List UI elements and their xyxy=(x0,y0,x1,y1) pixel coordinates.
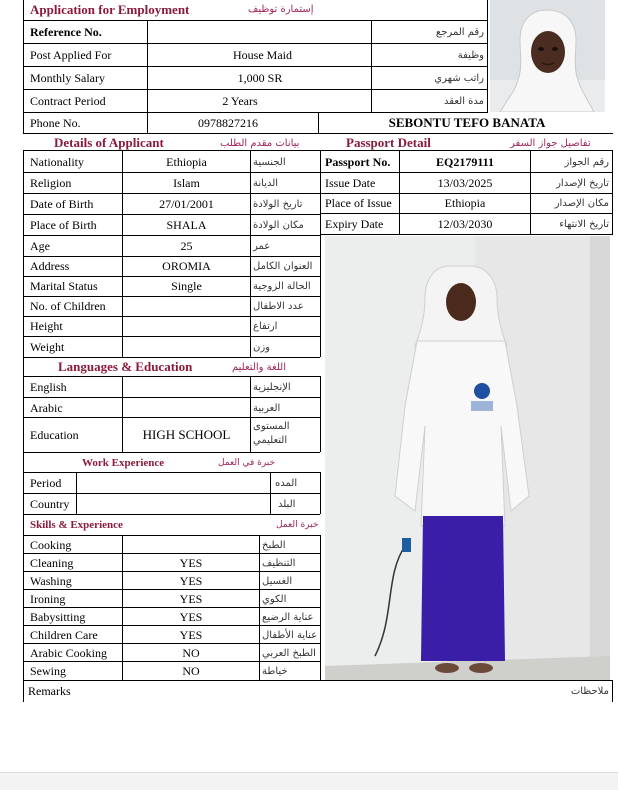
issue-date-value: 13/03/2025 xyxy=(437,176,493,190)
place-of-issue-label-ar: مكان الإصدار xyxy=(554,198,609,209)
full-length-photo xyxy=(325,236,610,681)
salary-label: Monthly Salary xyxy=(30,71,105,85)
skill-ironing-label-ar: الكوي xyxy=(262,594,287,605)
skill-washing-label-ar: الغسيل xyxy=(262,576,293,587)
skill-cleaning-value: YES xyxy=(179,556,203,570)
dob-label: Date of Birth xyxy=(30,197,94,211)
dob-value: 27/01/2001 xyxy=(159,197,214,211)
education-label-ar-2: التعليمي xyxy=(253,435,288,446)
weight-label-ar: وزن xyxy=(253,342,271,353)
contract-label-ar: مدة العقد xyxy=(444,96,484,107)
page-bottom-strip xyxy=(0,772,618,790)
religion-label-ar: الديانة xyxy=(253,178,279,189)
religion-value: Islam xyxy=(173,176,200,190)
pob-label-ar: مكان الولادة xyxy=(253,220,304,231)
skill-cleaning-label: Cleaning xyxy=(30,556,74,570)
period-label-ar: المده xyxy=(275,478,298,489)
languages-section-title-ar: اللغة والتعليم xyxy=(232,362,286,373)
arabic-label: Arabic xyxy=(30,401,63,415)
contract-label: Contract Period xyxy=(30,94,106,108)
expiry-date-label: Expiry Date xyxy=(325,217,384,231)
country-label-ar: البلد xyxy=(278,499,296,510)
skill-arabic-cooking-label: Arabic Cooking xyxy=(30,646,107,660)
work-section-title-ar: خبرة في العمل xyxy=(218,458,276,468)
form-title-ar: إستمارة توظيف xyxy=(248,4,314,15)
salary-value: 1,000 SR xyxy=(237,71,283,85)
skill-babysitting-label: Babysitting xyxy=(30,610,86,624)
education-label: Education xyxy=(30,428,79,442)
address-value: OROMIA xyxy=(162,259,211,273)
form-title: Application for Employment xyxy=(30,2,190,17)
address-label: Address xyxy=(30,259,70,273)
skill-washing-value: YES xyxy=(179,574,203,588)
address-label-ar: العنوان الكامل xyxy=(253,261,313,272)
skill-ironing-value: YES xyxy=(179,592,203,606)
english-label: English xyxy=(30,380,67,394)
applicant-section-title-ar: بيانات مقدم الطلب xyxy=(220,138,300,149)
issue-date-label: Issue Date xyxy=(325,176,376,190)
arabic-label-ar: العربية xyxy=(253,403,281,414)
skill-arabic-cooking-value: NO xyxy=(182,646,200,660)
passport-no-label-ar: رقم الجواز xyxy=(564,157,609,168)
country-label: Country xyxy=(30,497,70,511)
post-label-ar: وظيفة xyxy=(457,50,484,61)
nationality-value: Ethiopia xyxy=(166,155,207,169)
marital-value: Single xyxy=(171,279,202,293)
skill-washing-label: Washing xyxy=(30,574,72,588)
post-value: House Maid xyxy=(233,48,292,62)
passport-no-value: EQ2179111 xyxy=(435,155,494,169)
languages-section-title: Languages & Education xyxy=(58,359,193,374)
reference-label-ar: رقم المرجع xyxy=(435,27,484,38)
education-value: HIGH SCHOOL xyxy=(142,427,231,442)
applicant-name: SEBONTU TEFO BANATA xyxy=(388,115,546,130)
skill-babysitting-value: YES xyxy=(179,610,203,624)
skill-sewing-label-ar: خياطة xyxy=(262,666,288,677)
age-label: Age xyxy=(30,239,50,253)
religion-label: Religion xyxy=(30,176,72,190)
children-label: No. of Children xyxy=(30,299,106,313)
skill-babysitting-label-ar: عناية الرضيع xyxy=(262,612,314,623)
skill-arabic-cooking-label-ar: الطبخ العربي xyxy=(262,648,316,659)
portrait-photo xyxy=(490,0,605,112)
skill-cleaning-label-ar: التنظيف xyxy=(262,558,296,569)
phone-value: 0978827216 xyxy=(198,116,258,130)
children-label-ar: عدد الاطفال xyxy=(253,301,304,312)
skill-sewing-value: NO xyxy=(182,664,200,678)
skill-childcare-label: Children Care xyxy=(30,628,98,642)
dob-label-ar: تاريخ الولادة xyxy=(253,199,303,210)
height-label-ar: ارتفاع xyxy=(253,321,278,332)
nationality-label: Nationality xyxy=(30,155,84,169)
reference-label: Reference No. xyxy=(30,25,102,39)
education-label-ar-1: المستوى xyxy=(253,421,290,432)
passport-no-label: Passport No. xyxy=(325,155,391,169)
expiry-date-value: 12/03/2030 xyxy=(437,217,493,231)
height-label: Height xyxy=(30,319,63,333)
marital-label-ar: الحالة الزوجية xyxy=(253,281,311,292)
skill-sewing-label: Sewing xyxy=(30,664,66,678)
weight-label: Weight xyxy=(30,340,65,354)
nationality-label-ar: الجنسية xyxy=(253,157,286,168)
post-label: Post Applied For xyxy=(30,48,112,62)
skills-section-title-ar: خبرة العمل xyxy=(276,520,319,530)
contract-value: 2 Years xyxy=(222,94,258,108)
skill-childcare-label-ar: عناية الأطفال xyxy=(262,630,318,641)
skills-section-title: Skills & Experience xyxy=(30,519,123,531)
age-label-ar: عمر xyxy=(253,241,271,252)
pob-label: Place of Birth xyxy=(30,218,97,232)
passport-section-title-ar: تفاصيل جواز السفر xyxy=(510,138,591,149)
period-label: Period xyxy=(30,476,62,490)
age-value: 25 xyxy=(180,239,193,253)
remarks-label-ar: ملاحظات xyxy=(570,686,609,697)
phone-label: Phone No. xyxy=(30,116,81,130)
applicant-section-title: Details of Applicant xyxy=(54,135,164,150)
salary-label-ar: راتب شهري xyxy=(434,73,484,84)
pob-value: SHALA xyxy=(166,218,207,232)
skill-cooking-label-ar: الطبخ xyxy=(262,540,286,551)
expiry-date-label-ar: تاريخ الانتهاء xyxy=(559,219,609,230)
skill-childcare-value: YES xyxy=(179,628,203,642)
remarks-label: Remarks xyxy=(28,684,71,698)
english-label-ar: الإنجليزية xyxy=(253,382,291,393)
issue-date-label-ar: تاريخ الإصدار xyxy=(556,178,609,189)
skill-ironing-label: Ironing xyxy=(30,592,66,606)
marital-label: Marital Status xyxy=(30,279,98,293)
place-of-issue-value: Ethiopia xyxy=(444,196,486,210)
skill-cooking-label: Cooking xyxy=(30,538,72,552)
passport-section-title: Passport Detail xyxy=(346,135,431,150)
work-section-title: Work Experience xyxy=(82,457,165,469)
place-of-issue-label: Place of Issue xyxy=(325,196,392,210)
